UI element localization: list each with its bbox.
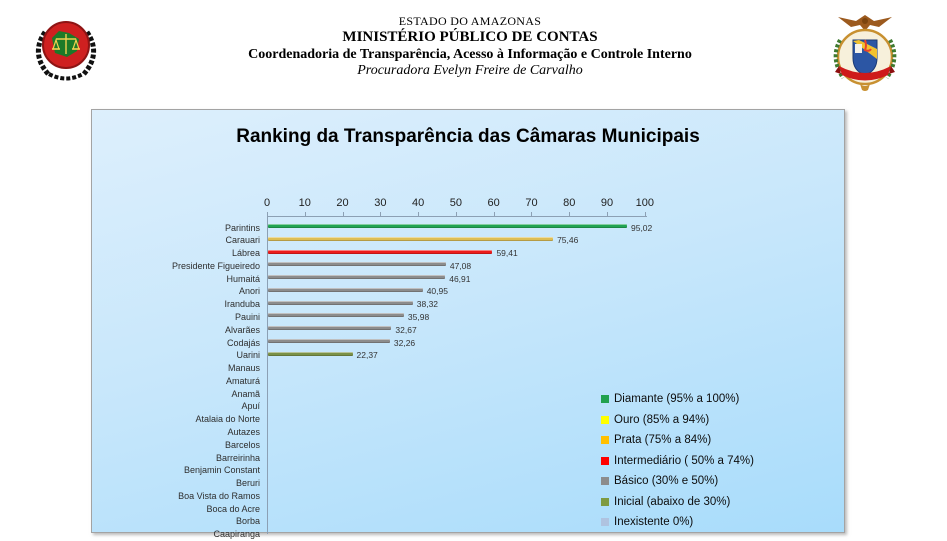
- x-axis-tick-label: 70: [525, 197, 538, 209]
- bar: [268, 250, 492, 254]
- x-axis-tick-label: 30: [374, 197, 387, 209]
- chart-panel: [91, 109, 845, 540]
- x-axis-tickmark: [645, 212, 646, 216]
- x-axis-tickmark: [531, 212, 532, 216]
- bar-value-label: 59,41: [496, 248, 518, 259]
- document-header: [0, 14, 940, 79]
- header-dept-line: Coordenadoria de Transparência, Acesso à Informação e Controle Interno: [248, 47, 692, 62]
- bar: [268, 237, 553, 241]
- x-axis-tickmark: [305, 212, 306, 216]
- category-label: Uarini: [236, 350, 260, 361]
- value-axis-line: [267, 216, 647, 217]
- legend-label: Ouro (85% a 94%): [614, 413, 710, 426]
- x-axis-tickmark: [380, 212, 381, 216]
- bar: [268, 313, 404, 317]
- category-label: Caapiranga: [213, 529, 260, 540]
- category-label: Beruri: [235, 478, 260, 489]
- category-label: Alvarães: [224, 324, 260, 335]
- category-label: Carauari: [225, 235, 260, 246]
- legend-label: Intermediário ( 50% a 74%): [614, 454, 754, 467]
- bar-value-label: 47,08: [449, 260, 472, 271]
- category-label: Apuí: [241, 401, 260, 412]
- legend-item: [601, 492, 730, 512]
- category-label: Humaitá: [226, 273, 260, 284]
- x-axis-tick-label: 10: [298, 197, 311, 209]
- x-axis-tickmark: [418, 212, 419, 216]
- category-label: Boa Vista do Ramos: [178, 490, 260, 501]
- header-state-line: ESTADO DO AMAZONAS: [398, 14, 542, 28]
- x-axis-tick-label: 0: [263, 197, 271, 209]
- bar: [268, 288, 423, 292]
- x-axis-tick-label: 40: [411, 197, 425, 209]
- bar: [268, 275, 445, 279]
- category-label: Pauini: [234, 311, 260, 322]
- legend-swatch: [601, 518, 609, 526]
- category-label: Anori: [238, 286, 260, 297]
- legend-label: Inexistente 0%): [614, 516, 694, 528]
- x-axis-tickmark: [267, 212, 268, 216]
- bar-value-label: 38,32: [416, 299, 439, 310]
- category-label: Atalaia do Norte: [195, 414, 260, 425]
- bar: [268, 339, 390, 343]
- bar-value-label: 95,02: [630, 222, 653, 233]
- bar-value-label: 32,26: [393, 337, 416, 348]
- bar: [268, 326, 391, 330]
- category-label: Autazes: [227, 426, 260, 437]
- chart-title: Ranking da Transparência das Câmaras Municipais: [236, 126, 700, 147]
- legend-label: Básico (30% e 50%): [614, 475, 719, 487]
- x-axis-tickmark: [569, 212, 570, 216]
- legend-item: [601, 430, 711, 450]
- bar-value-label: 32,67: [395, 324, 417, 335]
- header-org-line: MINISTÉRIO PÚBLICO DE CONTAS: [342, 29, 598, 45]
- legend-swatch: [601, 498, 609, 506]
- x-axis-tick-label: 90: [600, 197, 614, 209]
- legend-swatch: [601, 457, 609, 465]
- category-label: Barcelos: [224, 439, 260, 450]
- x-axis-tickmark: [607, 212, 608, 216]
- legend-label: Inicial (abaixo de 30%): [614, 495, 731, 508]
- legend-swatch: [601, 416, 609, 424]
- x-axis-tick-label: 50: [449, 197, 463, 209]
- bar: [268, 352, 353, 356]
- x-axis-tick-label: 60: [487, 197, 500, 209]
- category-label: Lábrea: [231, 248, 260, 259]
- header-prosecutor-line: Procuradora Evelyn Freire de Carvalho: [357, 63, 583, 78]
- legend-item: [601, 389, 739, 409]
- category-label: Barreirinha: [215, 452, 260, 463]
- category-label: Iranduba: [224, 299, 260, 310]
- legend-swatch: [601, 395, 609, 403]
- bar: [268, 262, 446, 266]
- x-axis-tick-label: 80: [563, 197, 576, 209]
- category-label: Boca do Acre: [206, 503, 260, 514]
- category-label: Presidente Figueiredo: [171, 260, 260, 271]
- bar-value-label: 46,91: [449, 273, 471, 284]
- category-label: Amaturá: [225, 375, 260, 386]
- legend-item: [601, 471, 718, 491]
- x-axis-tickmark: [494, 212, 495, 216]
- bar-value-label: 35,98: [407, 311, 430, 322]
- x-axis-tickmark: [456, 212, 457, 216]
- bar: [268, 224, 627, 228]
- legend-label: Diamante (95% a 100%): [614, 393, 740, 405]
- x-axis-tickmark: [343, 212, 344, 216]
- x-axis-tick-label: 20: [336, 197, 349, 209]
- bar-value-label: 75,46: [557, 235, 579, 246]
- category-label: Benjamin Constant: [183, 465, 260, 476]
- category-label: Manaus: [227, 363, 260, 374]
- bar: [268, 301, 413, 305]
- category-label: Parintins: [224, 222, 260, 233]
- legend-item: [601, 451, 754, 471]
- legend-label: Prata (75% a 84%): [614, 434, 712, 446]
- category-label: Codajás: [226, 337, 260, 348]
- category-label: Borba: [235, 516, 260, 527]
- category-label: Anamã: [231, 388, 260, 399]
- bar-value-label: 40,95: [426, 286, 448, 297]
- legend-item: [601, 512, 693, 532]
- x-axis-tick-label: 100: [635, 197, 654, 209]
- legend-swatch: [601, 436, 609, 444]
- legend-swatch: [601, 477, 609, 485]
- bar-value-label: 22,37: [356, 350, 378, 361]
- legend-item: [601, 410, 709, 430]
